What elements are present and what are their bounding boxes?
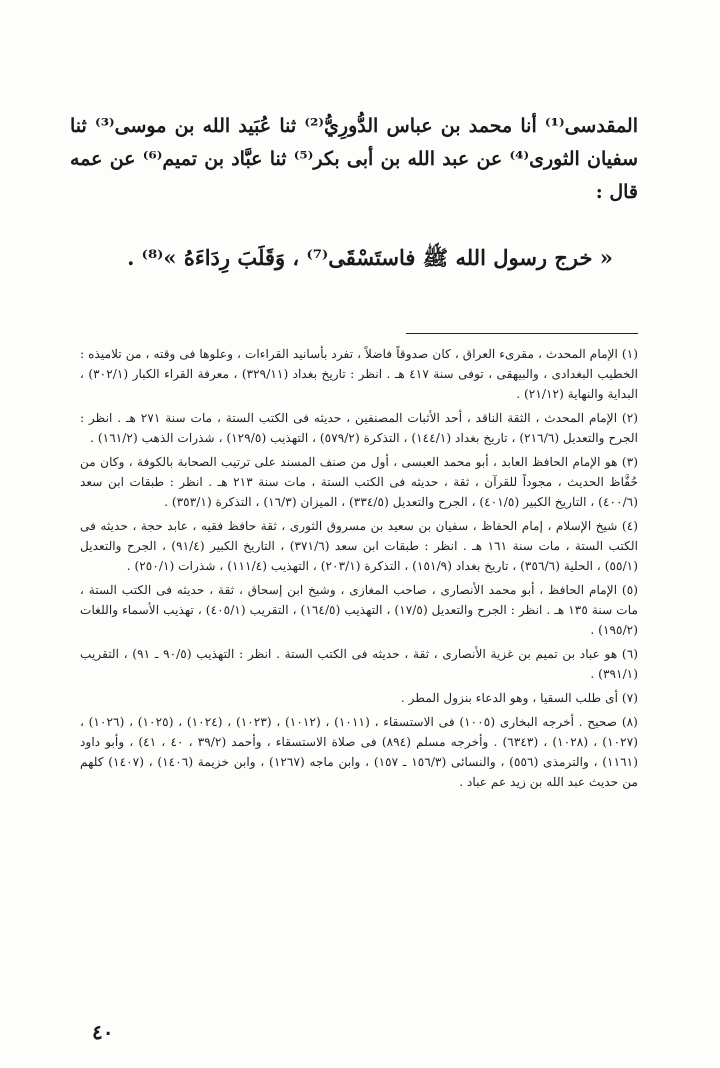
footnote-4: (٤) شيخ الإسلام ، إمام الحفاظ ، سفيان بن سعيد بن مسروق الثورى ، ثقة حافظ فقيه ، عابد حجة ، حديثه فى الكتب الستة ، مات سنة ١٦١ هـ . انظر : طبقات ابن سعد (٣٧١/٦) ، التاريخ الكبير (٩١/٤) ، الجرح والتعديل (٥٥/١) ، الحلية (٣٥٦/٦) ، تاريخ بغداد (١٥١/٩) ، التذكرة (٢٠٣/١) ، التهذيب (١١١/٤) ، شذرات (٢٥٠/١) . [80,519,638,573]
isnad-paragraph: المقدسى⁽¹⁾ أنا محمد بن عباس الدُّورِيُّ⁽²⁾ ثنا عُبَيد الله بن موسى⁽³⁾ ثنا سفيان الثورى⁽⁴⁾ عن عبد الله بن أبى بكر⁽⁵⁾ ثنا عبَّاد بن تميم⁽⁶⁾ عن عمه قال : [70,115,638,203]
footnote-3: (٣) هو الإمام الحافظ العابد ، أبو محمد العبسى ، أول من صنف المسند على ترتيب الصحابة بالكوفة ، وكان من حُفَّاظ الحديث ، مجوداً للقرآن ، ثقة ، حديثه فى الكتب الستة ، مات سنة ٢١٣ هـ . انظر : طبقات ابن سعد (٤٠٠/٦) ، التاريخ الكبير (٤٠١/٥) ، الجرح والتعديل (٣٣٤/٥) ، الميزان (١٦/٣) ، التذكرة (٣٥٣/١) . [80,455,639,509]
main-text-block [70,110,638,209]
footnote-2: (٢) الإمام المحدث ، الثقة الناقد ، أحد الأثبات المصنفين ، حديثه فى الكتب الستة ، مات سنة ٢٧١ هـ . انظر : الجرح والتعديل (٢١٦/٦) ، تاريخ بغداد (١٤٤/١) ، التذكرة (٥٧٩/٢) ، التهذيب (١٢٩/٥) ، شذرات الذهب (١٦١/٢) . [80,411,638,445]
footnote-8: (٨) صحيح . أخرجه البخارى (١٠٠٥) فى الاستسقاء ، (١٠١١) ، (١٠١٢) ، (١٠٢٣) ، (١٠٢٤) ، (١٠٢٥) ، (١٠٢٦) ، (١٠٢٧) ، (١٠٢٨) ، (٦٣٤٣) . وأخرجه مسلم (٨٩٤) فى صلاة الاستسقاء ، وأحمد (٣٩/٢ ، ٤٠ ، ٤١) ، وأبو داود (١١٦١) ، والترمذى (٥٥٦) ، والنسائى (١٥٦/٣ ـ ١٥٧) ، وابن ماجه (١٢٦٧) ، وابن خزيمة (١٤٠٦) ، (١٤٠٧) كلهم من حديث عبد الله بن زيد عم عباد . [80,715,639,789]
footnote-1: (١) الإمام المحدث ، مقرىء العراق ، كان صدوقاً فاضلاً ، تفرد بأسانيد القراءات ، وعلوها فى وقته ، من تلاميذه : الخطيب البغدادى ، والبيهقى ، توفى سنة ٤١٧ هـ . انظر : تاريخ بغداد (٣٢٩/١١) ، معرفة القراء الكبار (٣٠٢/١) ، البداية والنهاية (٢١/١٢) . [80,347,638,401]
footnotes-section [80,344,638,796]
page-number: ٤٠ [92,1020,114,1044]
footnote-7: (٧) أى طلب السقيا ، وهو الدعاء بنزول المطر . [400,691,638,705]
footnote-separator [406,333,638,334]
hadith-text: « خرج رسول الله ﷺ فاستَسْقَى⁽⁷⁾ ، وَقَلَبَ رِدَاءَهُ »⁽⁸⁾ . [127,245,613,270]
footnote-5: (٥) الإمام الحافظ ، أبو محمد الأنصارى ، صاحب المغازى ، وشيخ ابن إسحاق ، ثقة ، حديثه فى الكتب الستة ، مات سنة ١٣٥ هـ . انظر : الجرح والتعديل (١٧/٥) ، التهذيب (١٦٤/٥) ، التقريب (٤٠٥/١) ، تهذيب الأسماء واللغات (١٩٥/٢) . [80,583,639,637]
footnote-6: (٦) هو عباد بن تميم بن غزية الأنصارى ، ثقة ، حديثه فى الكتب الستة . انظر : التهذيب (٩٠/٥ ـ ٩١) ، التقريب (٣٩١/١) . [80,647,638,681]
